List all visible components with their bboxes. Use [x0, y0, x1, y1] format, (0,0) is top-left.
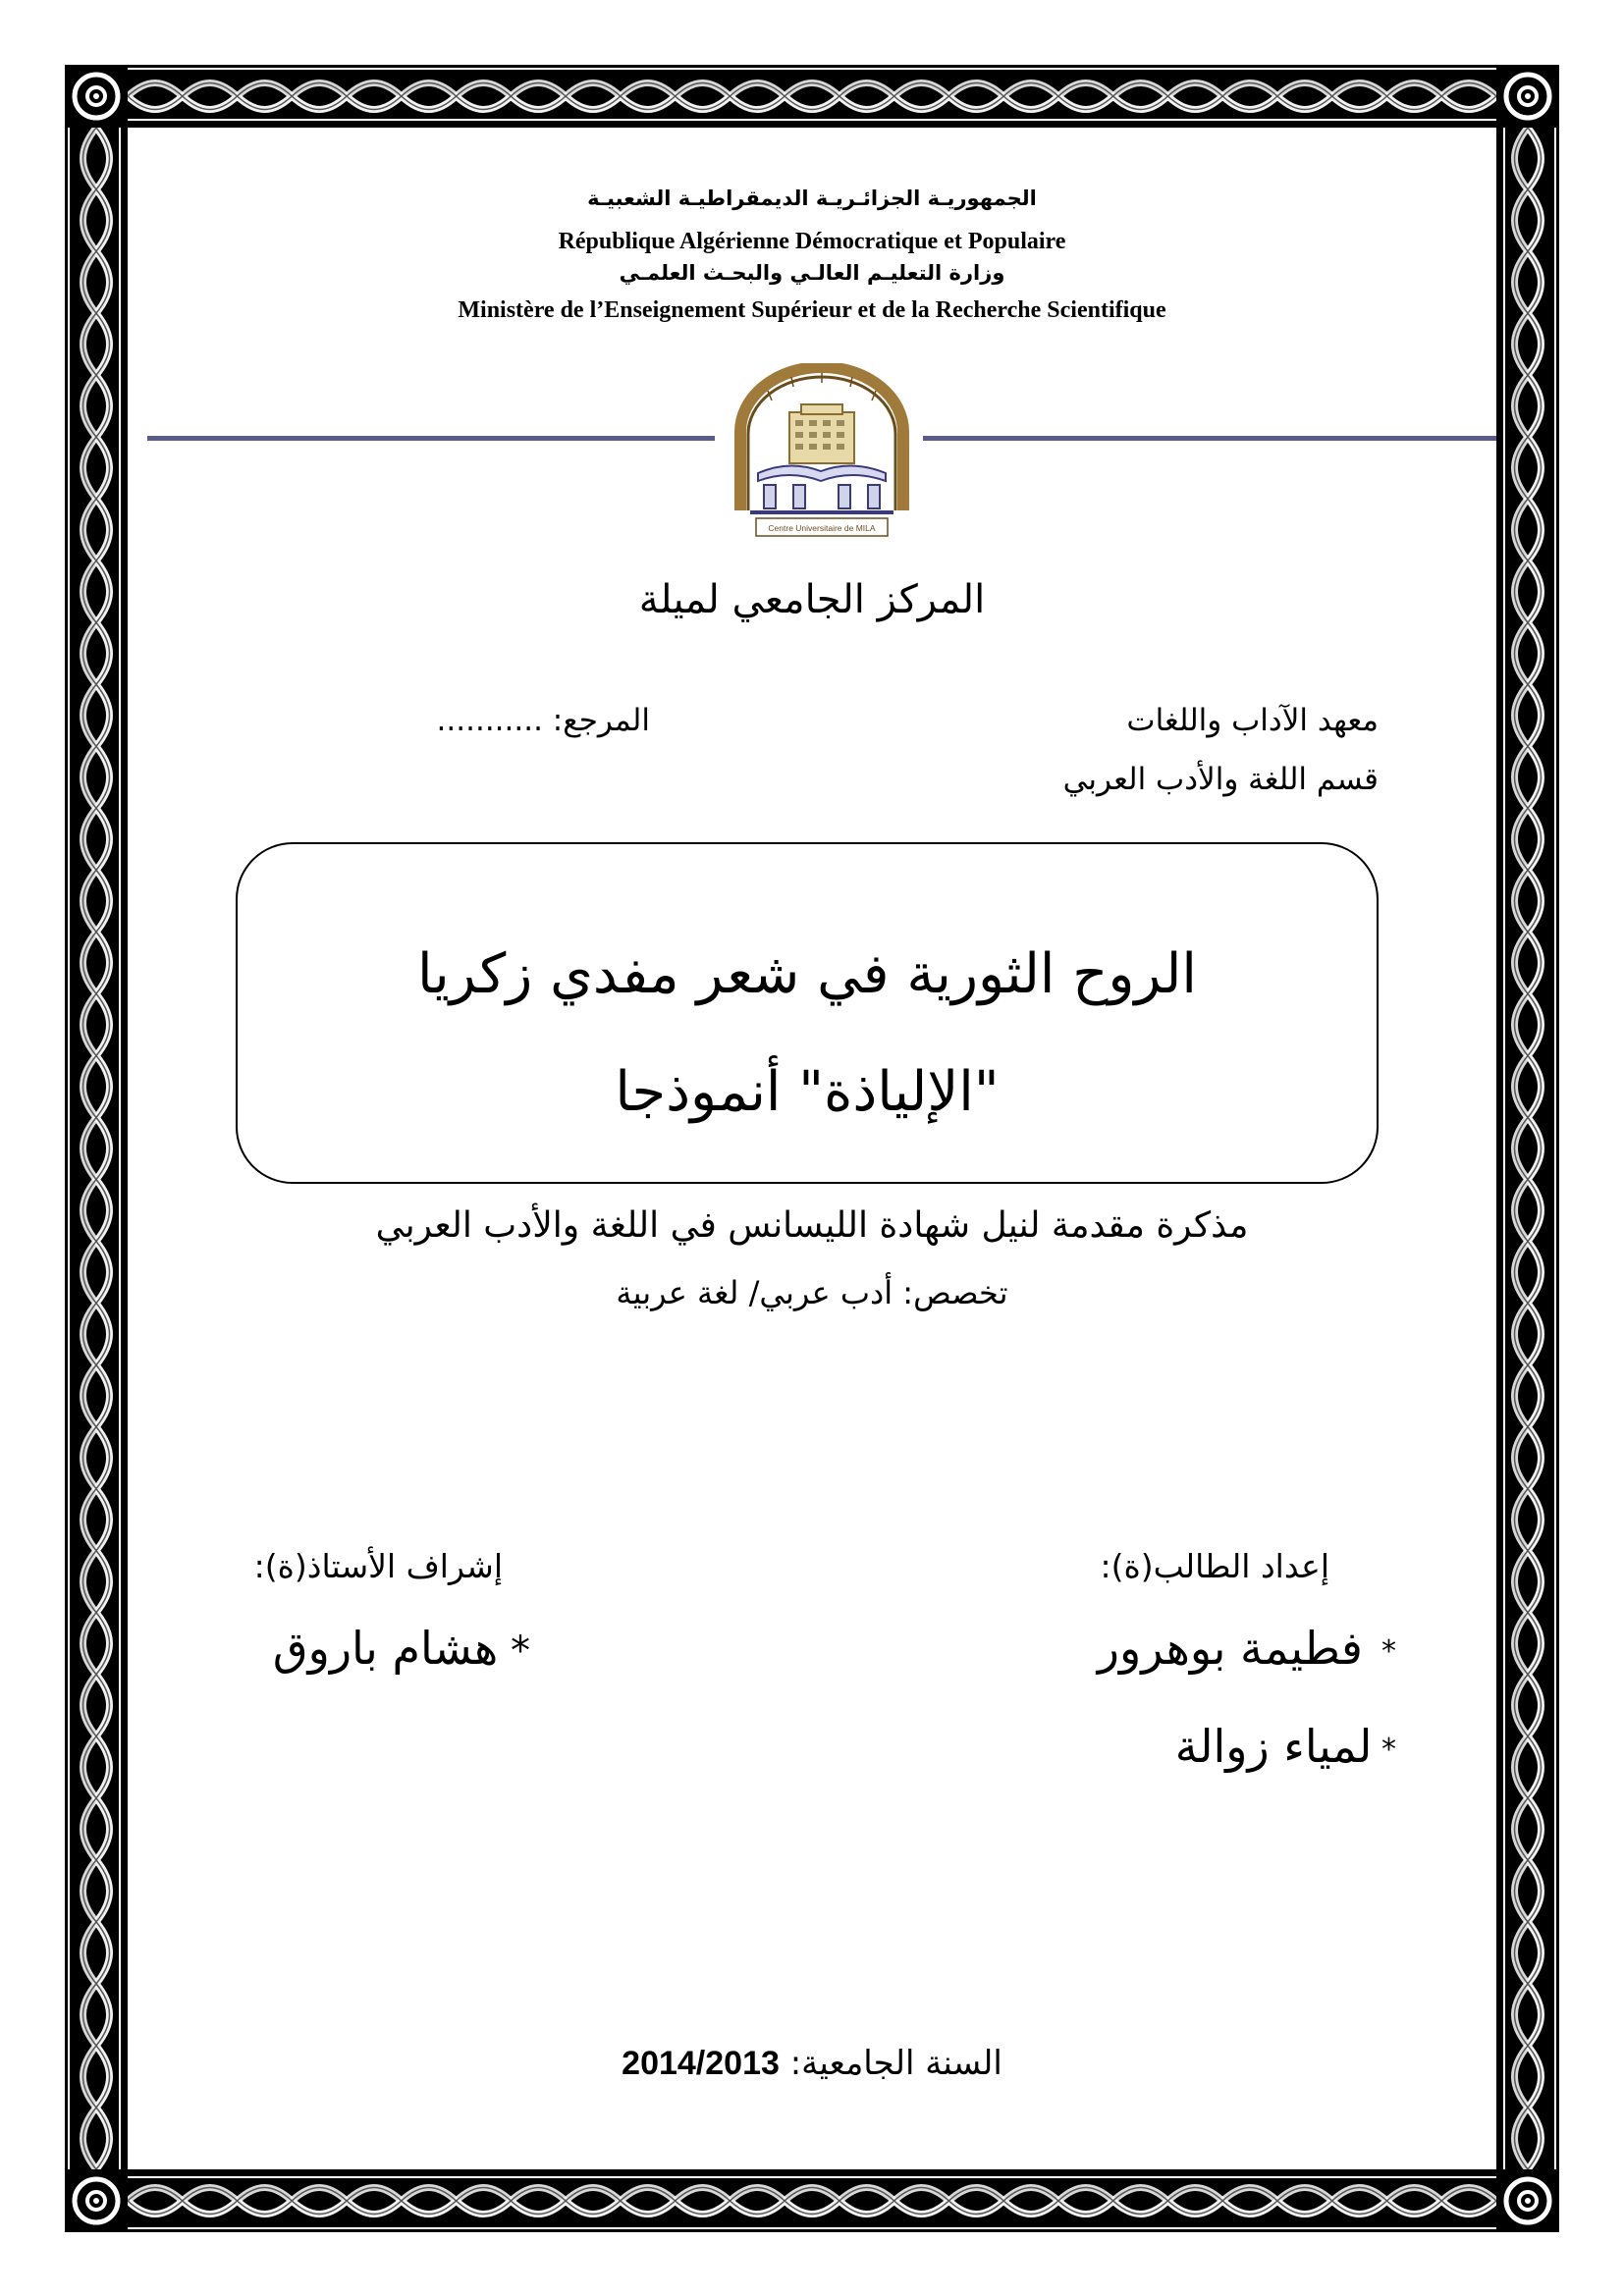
academic-year: السنة الجامعية: 2014/2013 — [622, 2044, 1002, 2083]
reference-field: المرجع: ........... — [436, 703, 650, 738]
republic-french: République Algérienne Démocratique et Populaire — [558, 229, 1066, 254]
specialty: تخصص: أدب عربي/ لغة عربية — [616, 1274, 1008, 1311]
memo-description: مذكرة مقدمة لنيل شهادة الليسانس في اللغة والأدب العربي — [375, 1205, 1249, 1246]
republic-arabic: الجمهوريـة الجزائـريـة الديمقراطيـة الشعبيـة — [587, 187, 1037, 210]
thesis-title-line2: "الإلياذة" أنموذجا — [615, 1060, 1000, 1124]
header-rule-left — [147, 436, 715, 441]
logo-caption: Centre Universitaire de MILA — [768, 523, 876, 533]
supervisor-name: * هشام باروق — [272, 1622, 530, 1675]
supervisor-label: إشراف الأستاذ(ة): — [253, 1547, 503, 1585]
institution-name: المركز الجامعي لميلة — [638, 577, 986, 622]
ministry-arabic: وزارة التعليـم العالـي والبحـث العلمـي — [619, 261, 1005, 285]
department-name: قسم اللغة والأدب العربي — [1062, 762, 1379, 797]
institute-name: معهد الآداب واللغات — [1126, 703, 1379, 738]
title-box — [236, 842, 1379, 1184]
thesis-title-line1: الروح الثورية في شعر مفدي زكريا — [417, 942, 1197, 1006]
ministry-french: Ministère de l’Enseignement Supérieur et de la Recherche Scientifique — [458, 297, 1166, 323]
university-logo — [732, 363, 911, 540]
student-name-2: * لمياء زوالة — [1174, 1720, 1396, 1773]
student-name-1: * فطيمة بوهرور — [1097, 1622, 1396, 1675]
students-label: إعداد الطالب(ة): — [1100, 1547, 1329, 1585]
header-rule-right — [923, 436, 1496, 441]
